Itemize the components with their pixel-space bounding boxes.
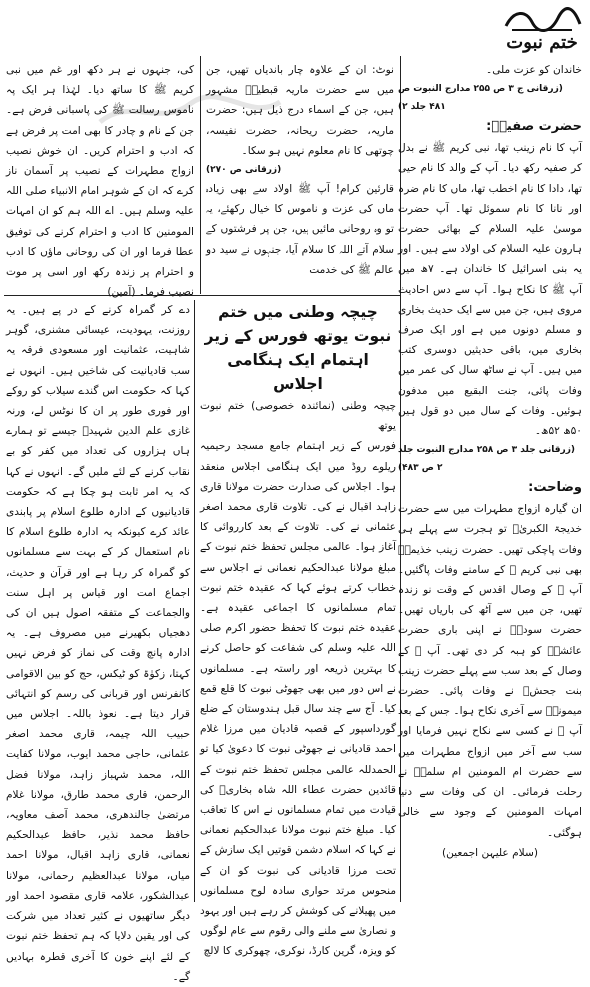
reference-note: (زرقانی ج ۳ ص ۲۵۵ مدارج النبوت ص ۴۸۱ جلد ۲) xyxy=(398,84,563,113)
news-article xyxy=(200,300,396,958)
middle-top-column xyxy=(206,60,394,292)
left-bottom-column xyxy=(6,300,190,983)
column-divider-bottom-left xyxy=(194,300,195,902)
news-dateline: چیچہ وطنی (نمائندہ خصوصی) ختم نبوت یوتھ xyxy=(200,400,396,433)
reference-note: (زرقانی جلد ۳ ص ۲۵۸ مدارج النبوت جلد ۲ ص ۴۸۳) xyxy=(398,445,575,474)
left-top-column xyxy=(6,60,194,299)
reference-note: (زرقانی ص ۲۷۰) xyxy=(206,165,282,176)
right-column xyxy=(398,60,582,900)
closing-salutation: (سلام علیہن اجمعین) xyxy=(441,846,539,859)
continuation-paragraph: کی، جنہوں نے ہر دکھ اور غم میں نبی کریم ﷺ کا ساتھ دیا۔ لہٰذا ہر ایک پہ ناموس رسالت ﷺ کی پاسبانی فرض ہے۔ جن کے نام و چادر کا بھی امت پر فرض ہے کہ ادب و احترام کریں۔ ان خوش نصیب ازواج مطہرات کے نصیب پر آسمان ناز کرے کہ ان کے شوہر امام الانبیاء صلی اللہ علیہ وسلم ہیں۔ اے اللہ ہم کو ان امہات المومنین کا ادب و احترام کرنے کی توفیق عطا فرما اور ان کی روحانی ماؤں کا ادب و احترام پر زندہ رکھ اور اسی پر موت نصیب فرما۔ (آمین) xyxy=(6,64,194,299)
masthead-ornament xyxy=(502,4,582,34)
news-body: فورس کے زیر اہتمام جامع مسجد رحیمیہ ریلوے روڈ میں ایک ہنگامی اجلاس منعقد ہوا۔ اجلاس کی صدارت حضرت مولانا قاری زاہد اقبال نے کی۔ تلاوت قاری محمد اصغر عثمانی نے کی۔ تلاوت کے بعد کارروائی کا آغاز ہوا۔ عالمی مجلس تحفظ ختم نبوت کے مبلغ مولانا عبدالحکیم نعمانی نے اجلاس سے خطاب کرتے ہوئے کہا کہ عقیدہ ختم نبوت تمام مسلمانوں کا اجماعی عقیدہ ہے۔ عقیدہ ختم نبوت کا تحفظ حضور اکرم صلی اللہ علیہ وسلم کی شفاعت کو حاصل کرنے کا بہترین ذریعہ اور راستہ ہے۔ مسلمانوں نے اس دور میں بھی جھوٹی نبوت کا قلع قمع کیا۔ آج سے چند سال قبل ہندوستان کے ضلع گورداسپور کے قصبہ قادیان میں مرزا غلام احمد قادیانی نے جھوٹی نبوت کا دعویٰ کیا تو الحمدللہ عالمی مجلس تحفظ ختم نبوت کے قائدین حضرت عطاء اللہ شاہ بخاریؒ کی قیادت میں تمام مسلمانوں نے اس کا تعاقب کیا۔ مبلغ ختم نبوت مولانا عبدالحکیم نعمانی نے کہا کہ اسلام دشمن قوتیں ایک سازش کے تحت مرزا قادیانی کی نبوت کو ان کے منحوس مرتد حواری سادہ لوح مسلمانوں میں پھیلانے کی کوشش کر رہے ہیں اور یہود و نصاریٰ سے ملنے والی رقوم سے عام لوگوں کو ویزہ، گرین کارڈ، نوکری، چھوکری کا لالچ xyxy=(200,440,396,958)
note-paragraph: نوٹ: ان کے علاوہ چار باندیاں تھیں، جن میں سے حضرت ماریہ قبطیہؓ مشہور ہیں، جن کے اسماء درج ذیل ہیں: حضرت ماریہ، حضرت ریحانہ، حضرت نفیسہ، چوتھی کا نام معلوم نہیں ہو سکا۔ xyxy=(206,64,394,157)
right-column-intro: خاندان کو عزت ملی۔ xyxy=(486,64,582,76)
news-continuation: دے کر گمراہ کرنے کے در پے ہیں۔ یہ روزنت، یہودیت، عیسائی مشنری، گوہر شاہیت، عثمانیت اور مسعودی فرقہ یہ سب قادیانیت کی شاخیں ہیں۔ انہوں نے کہا کہ حکومت اس گندے سیلاب کو روکے اور فوری طور پر ان کا نوٹس لے، ورنہ غازی علم الدین شہیدؒ جیسے تو ہمارے ہاں ہزاروں کی تعداد میں کفر کو بے نقاب کرنے کے لئے ملیں گے۔ انہوں نے کہا کہ یہ امر ثابت ہو چکا ہے کہ حکومت قادیانیوں کے ادارہ طلوع اسلام پر پابندی عائد کرے کیونکہ یہ ادارہ طلوع اسلام کا نام استعمال کر کے بہت سے مسلمانوں کو گمراہ کر رہا ہے اور قرآن و حدیث، اجماع امت اور قیاس پر اہل سنت والجماعت کے متفقہ اصول ہیں ان کی دھجیاں بکھیرنے میں مصروف ہے۔ یہ ادارہ پانچ وقت کی نماز کو فرض نہیں کہتا، زکوٰۃ کو ٹیکس، حج کو بین الاقوامی کانفرنس اور قربانی کی رسم کو انتہائی قرار دیتا ہے۔ نعوذ باللہ۔ اجلاس میں حبیب اللہ چیمہ، قاری محمد اصغر عثمانی، حاجی محمد ایوب، مولانا کفایت اللہ، محمد شہباز زاہد، مولانا فضل الرحمن، قاری محمد طارق، مولانا غلام مرتضیٰ جالندھری، محمد آصف معاویہ، حافظ محمد نذیر، حافظ عبدالحکیم نعمانی، قاری زاہد اقبال، مولانا احمد میاں، مولانا عبدالعظیم رحمانی، مولانا عبدالشکور، علامہ قاری مقصود احمد اور دیگر ساتھیوں نے کثیر تعداد میں شرکت کی اور یقین دلایا کہ ہم تحفظ ختم نبوت کے لئے اپنے خون کا آخری قطرہ بہادیں گے۔ xyxy=(6,304,190,983)
section-heading-explanation: وضاحت: xyxy=(528,480,582,496)
explanation-paragraph: ان گیارہ ازواج مطہرات میں سے حضرت خدیجۃ الکبریٰؓ تو ہجرت سے پہلے ہی وفات پاچکی تھیں۔ حضرت زینب خذیمہؓ بھی نبی کریم ﷺ کے سامنے وفات پاگئیں۔ آپ ﷺ کے وصال اقدس کے وقت نو زندہ تھیں، جن میں سے آٹھ کی باریاں تھیں۔ حضرت سودہؓ نے اپنی باری حضرت عائشہؓ کو ہبہ کر دی تھی۔ آپ ﷺ کے وصال کے بعد سب سے پہلے حضرت زینب بنت جحشؓ نے وفات پائی۔ حضرت میمونہؓ سے آخری نکاح ہوا۔ جس کے بعد آپ ﷺ نے کسی سے نکاح نہیں فرمایا اور سب سے آخر میں ازواج مطہرات میں سے حضرت ام المومنین ام سلمہؓ نے رحلت فرمائی۔ ان کی وفات سے دنیا امہات المومنین کے وجود سے خالی ہوگئی۔ xyxy=(398,503,582,839)
section-heading-safiyya: حضرت صفیہؓ: xyxy=(486,119,582,135)
masthead-logo xyxy=(502,4,582,53)
masthead-title: ختم نبوت xyxy=(506,32,578,53)
news-headline: چیچہ وطنی میں ختم نبوت یوتھ فورس کے زیر اہتمام ایک ہنگامی اجلاس xyxy=(204,303,392,393)
safiyya-paragraph: آپ کا نام زینب تھا، نبی کریم ﷺ نے بدل کر صفیہ رکھ دیا۔ آپ کے والد کا نام حیی تھا، دادا کا نام اخطب تھا، ماں کا نام ضرہ اور نانا کا نام سموئل تھا۔ آپ حضرت موسیٰ علیہ السلام کے بھائی حضرت ہارون علیہ السلام کی اولاد سے ہیں۔ اور یہ بنی اسرائیل کا خاندان ہے۔ ۷ھ میں آپ ﷺ کا نکاح ہوا۔ آپ سے دس احادیث مروی ہیں، جن میں سے ایک حدیث بخاری و مسلم دونوں میں ہے اور ایک صرف بخاری میں، باقی حدیثیں دوسری کتب میں ہیں۔ آپ نے ساٹھ سال کی عمر میں وفات پائی، جنت البقیع میں مدفون ہوئیں۔ وفات کے سال میں دو قول ہیں ۵۰ھ ۵۲ھ۔ xyxy=(398,142,583,438)
readers-paragraph: قارئین کرام! آپ ﷺ اولاد سے بھی زیادہ ماں کی عزت و ناموس کا خیال رکھئے، یہ تو وہ روحانی مائیں ہیں، جن پر فرشتوں کے سلام آتے اللہ کا سلام آیا، جنہوں نے سید دو عالم ﷺ کی خدمت xyxy=(206,183,394,276)
